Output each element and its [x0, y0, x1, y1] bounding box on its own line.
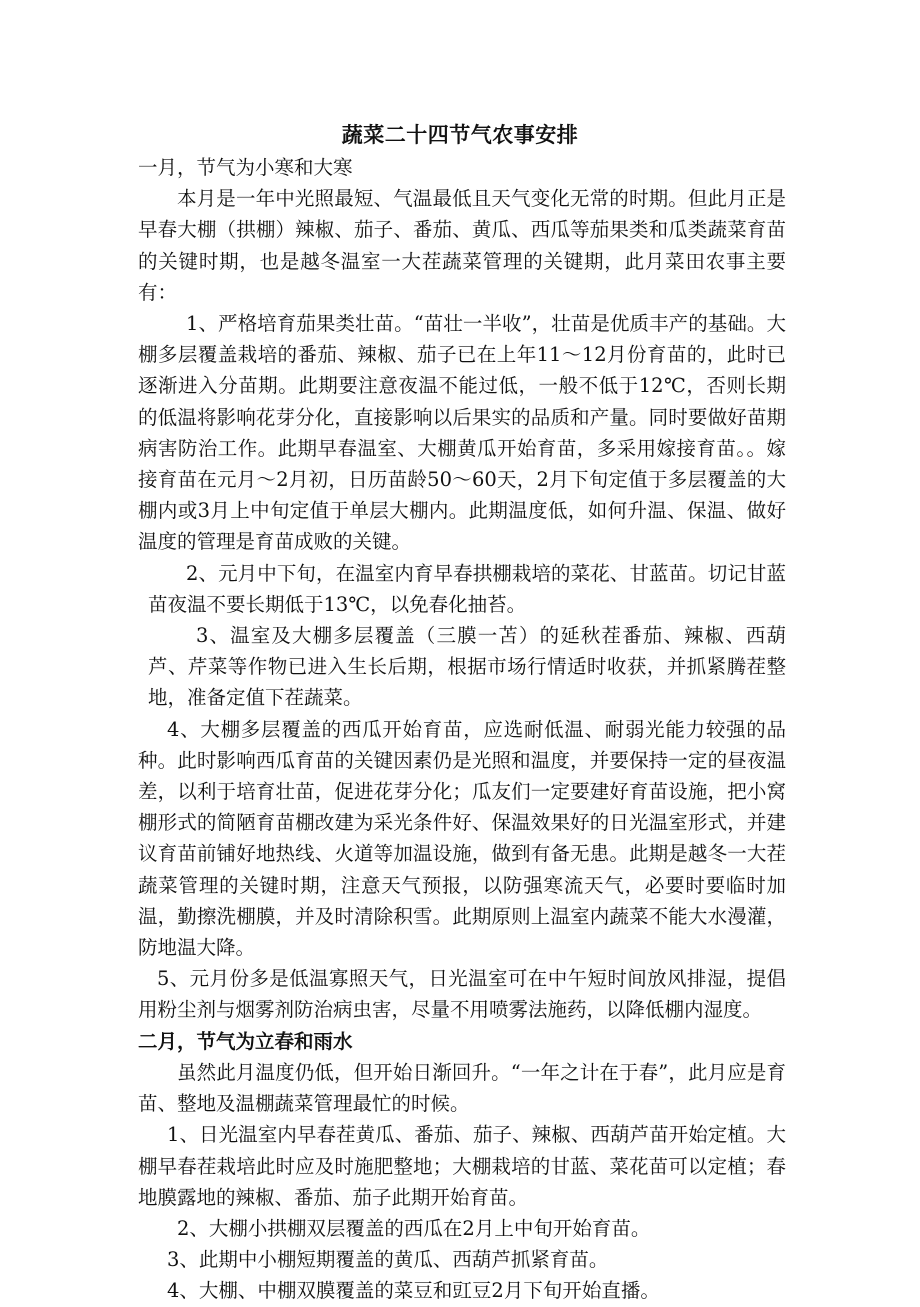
paragraph-item: 1、日光温室内早春茬黄瓜、番茄、茄子、辣椒、西葫芦苗开始定植。大棚早春茬栽培此时应及时施肥整地；大棚栽培的甘蓝、菜花苗可以定植；春地膜露地的辣椒、番茄、茄子此期开始育苗。 [138, 1123, 786, 1209]
document-body [138, 152, 786, 1307]
paragraph-item: 4、大棚、中棚双膜覆盖的菜豆和豇豆2月下旬开始直播。 [167, 1279, 660, 1303]
paragraph-item: 3、温室及大棚多层覆盖（三膜一苫）的延秋茬番茄、辣椒、西葫芦、芹菜等作物已进入生长后期，根据市场行情适时收获，并抓紧腾茬整地，准备定值下茬蔬菜。 [148, 624, 786, 710]
paragraph-item: 4、大棚多层覆盖的西瓜开始育苗，应选耐低温、耐弱光能力较强的品种。此时影响西瓜育苗的关键因素仍是光照和温度，并要保持一定的昼夜温差，以利于培育壮苗，促进花芽分化；瓜友们一定要建好育苗设施，把小窝棚形式的简陋育苗棚改建为采光条件好、保温效果好的日光温室形式，并建议育苗前铺好地热线、火道等加温设施，做到有备无患。此期是越冬一大茬蔬菜管理的关键时期，注意天气预报，以防强寒流天气，必要时要临时加温，勤擦洗棚膜，并及时清除积雪。此期原则上温室内蔬菜不能大水漫灌，防地温大降。 [138, 717, 786, 960]
paragraph-item: 3、此期中小棚短期覆盖的黄瓜、西葫芦抓紧育苗。 [167, 1248, 609, 1272]
section-heading-january: 一月，节气为小寒和大寒 [138, 156, 353, 179]
document-title: 蔬菜二十四节气农事安排 [341, 122, 579, 147]
paragraph-item: 1、严格培育茄果类壮苗。“苗壮一半收”，壮苗是优质丰产的基础。大棚多层覆盖栽培的番茄、辣椒、茄子已在上年11～12月份育苗的，此时已逐渐进入分苗期。此期要注意夜温不能过低，一般不低于12℃，否则长期的低温将影响花芽分化，直接影响以后果实的品质和产量。同时要做好苗期病害防治工作。此期早春温室、大棚黄瓜开始育苗，多采用嫁接育苗。。嫁接育苗在元月～2月初，日历苗龄50～60天，2月下旬定值于多层覆盖的大棚内或3月上中旬定值于单层大棚内。此期温度低，如何升温、保温、做好温度的管理是育苗成败的关键。 [138, 312, 786, 554]
paragraph-item: 2、元月中下旬，在温室内育早春拱棚栽培的菜花、甘蓝苗。切记甘蓝苗夜温不要长期低于13℃，以免春化抽苔。 [148, 561, 786, 616]
section-heading-february: 二月，节气为立春和雨水 [138, 1029, 353, 1053]
paragraph-item: 5、元月份多是低温寡照天气，日光温室可在中午短时间放风排湿，提倡用粉尘剂与烟雾剂防治病虫害，尽量不用喷雾法施药，以降低棚内湿度。 [138, 967, 786, 1022]
section-intro-january: 本月是一年中光照最短、气温最低且天气变化无常的时期。但此月正是早春大棚（拱棚）辣椒、茄子、番茄、黄瓜、西瓜等茄果类和瓜类蔬菜育苗的关键时期，也是越冬温室一大茬蔬菜管理的关键期，此月菜田农事主要有： [138, 187, 786, 304]
paragraph-item: 2、大棚小拱棚双层覆盖的西瓜在2月上中旬开始育苗。 [177, 1216, 651, 1240]
section-intro-february: 虽然此月温度仍低，但开始日渐回升。“一年之计在于春”，此月应是育苗、整地及温棚蔬菜管理最忙的时候。 [138, 1060, 786, 1116]
